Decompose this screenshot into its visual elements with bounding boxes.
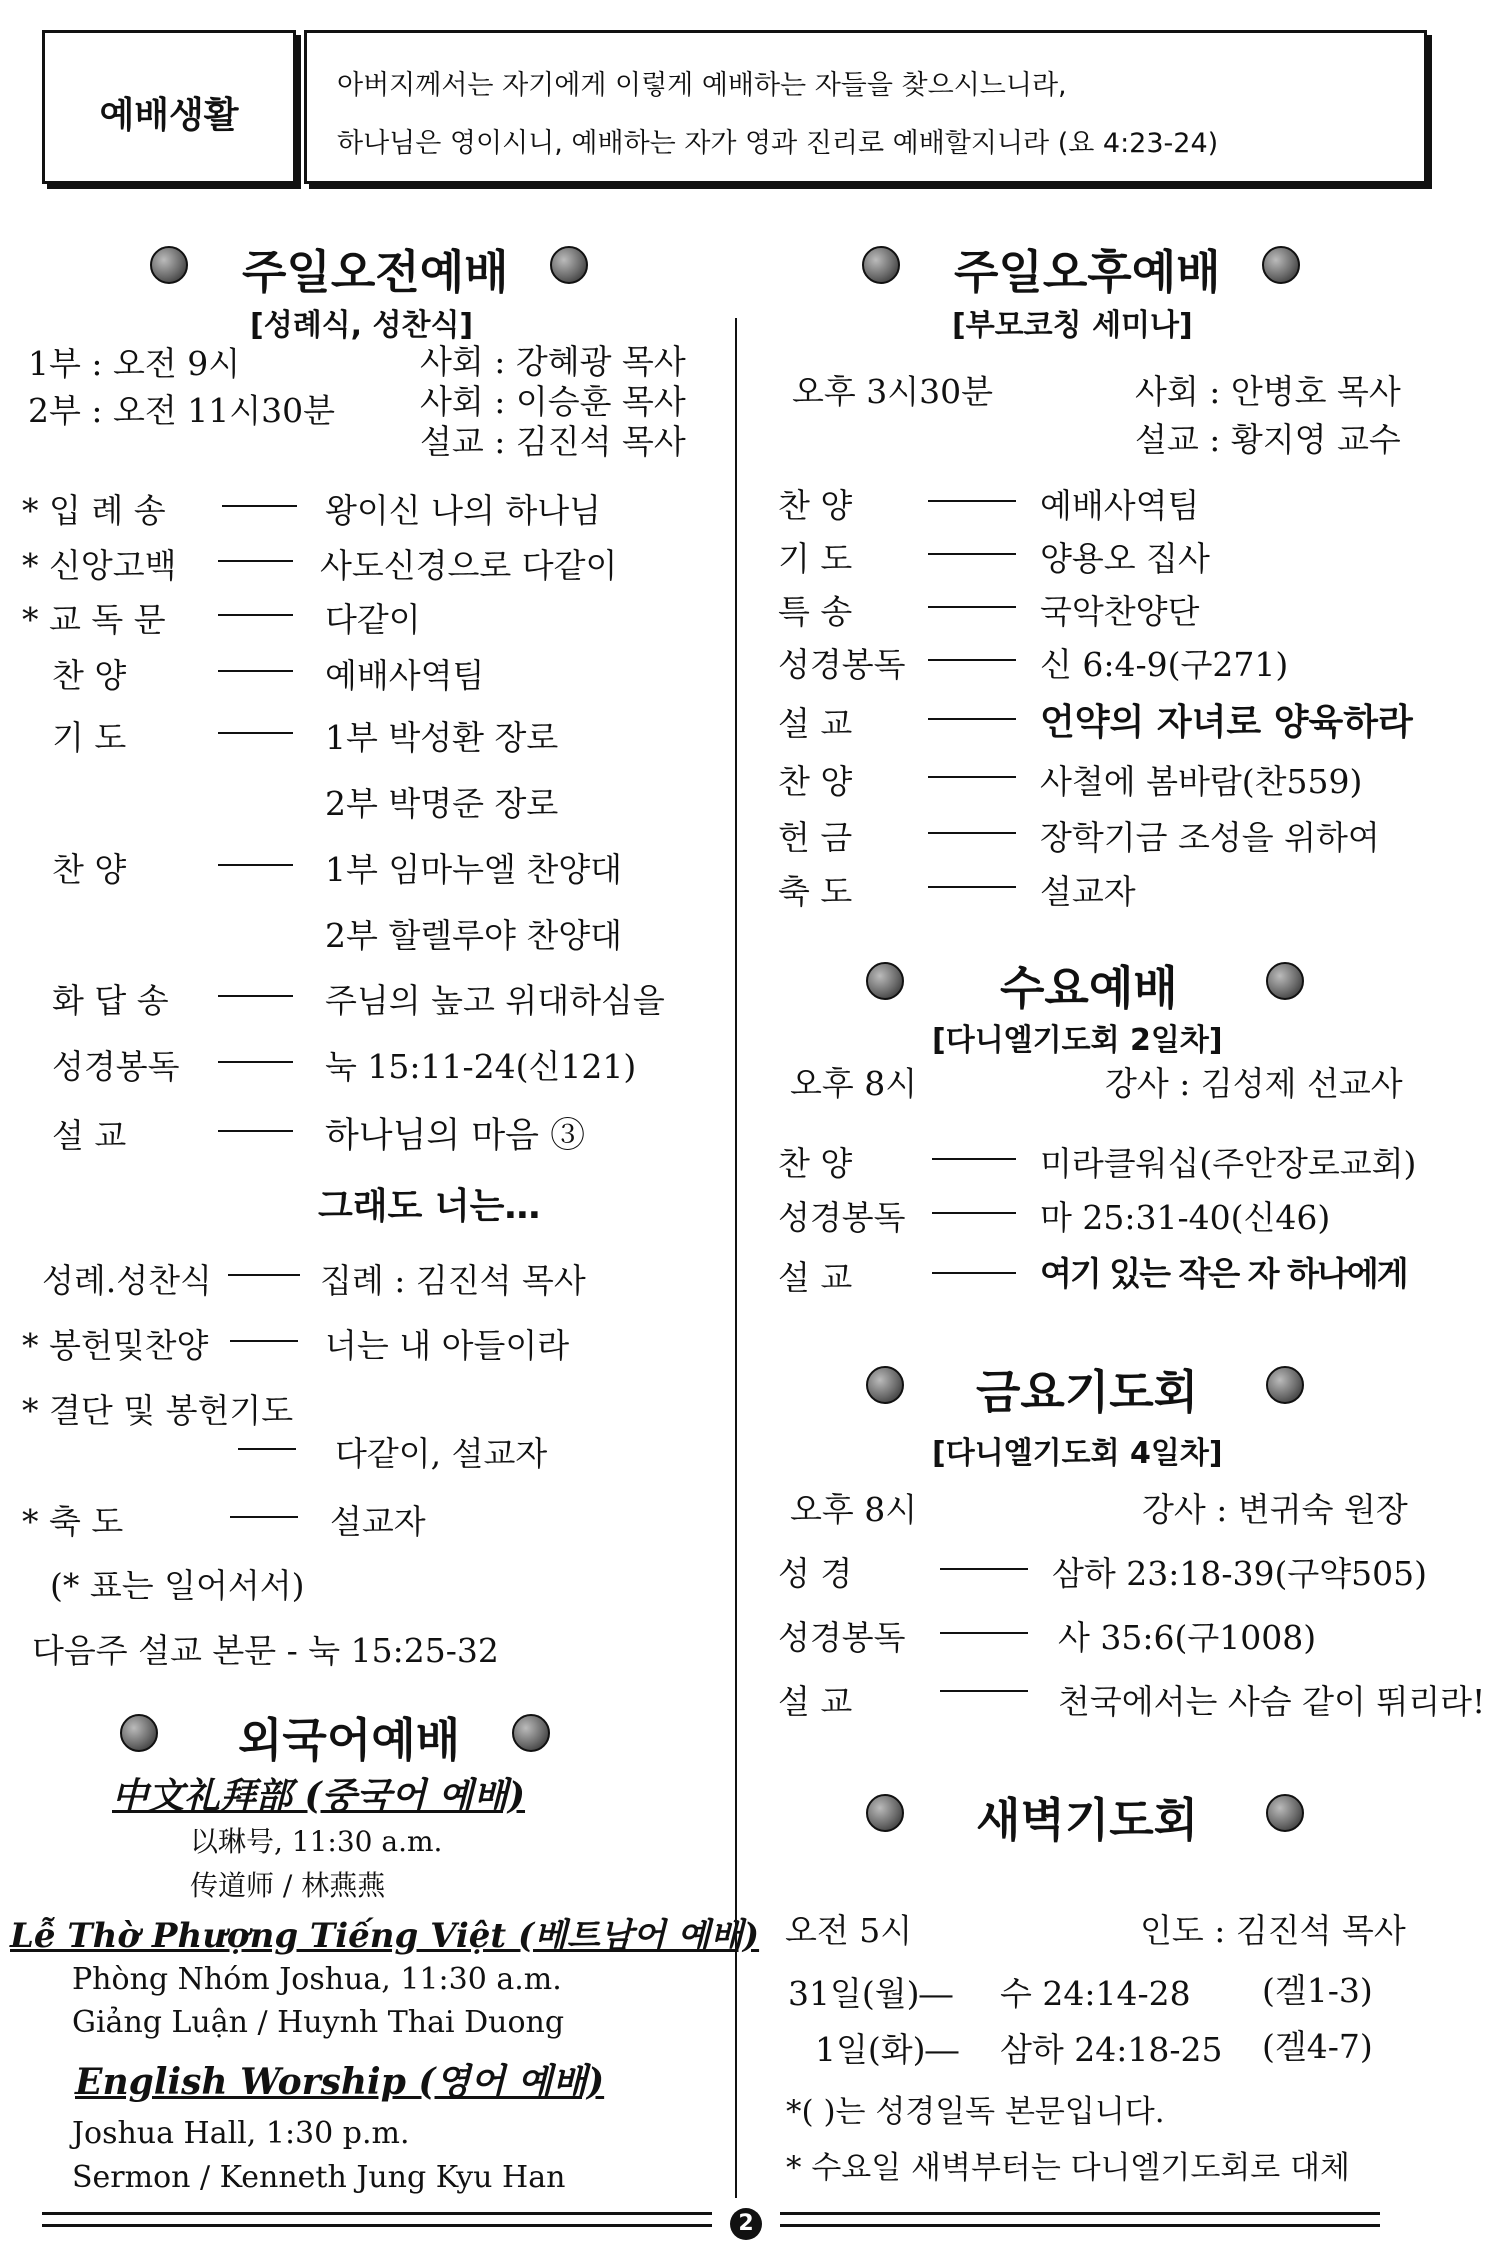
next-week-text: 다음주 설교 본문 - 눅 15:25-32 <box>32 1631 499 1670</box>
footer-rule-left <box>42 2224 712 2227</box>
section-label: 예배생활 <box>99 95 239 136</box>
bullet-icon <box>866 962 904 1000</box>
bullet-icon <box>1266 962 1304 1000</box>
foreign-heading <box>120 1700 560 1767</box>
sunday-pm-preacher: 설교 : 황지영 교수 <box>1135 420 1401 459</box>
order-label: 성 경 <box>778 1554 853 1593</box>
bullet-icon <box>1266 1794 1304 1832</box>
leader-line <box>228 1274 300 1276</box>
vietnamese-line-2: Giảng Luận / Huynh Thai Duong <box>72 2005 565 2040</box>
dawn-row2-ref: 삼하 24:18-25 <box>1000 2030 1223 2069</box>
bullet-icon <box>1262 246 1300 284</box>
order-label: 성경봉독 <box>778 645 906 684</box>
dawn-time: 오전 5시 <box>785 1911 913 1950</box>
order-value: 사철에 봄바람(찬559) <box>1040 762 1363 801</box>
leader-line <box>940 1568 1028 1570</box>
chinese-line-2: 传道师 / 林燕燕 <box>190 1869 386 1902</box>
standing-note: (* 표는 일어서서) <box>50 1566 305 1605</box>
dawn-note-2: * 수요일 새벽부터는 다니엘기도회로 대체 <box>786 2150 1350 2186</box>
bullet-icon <box>120 1714 158 1752</box>
order-value: 국악찬양단 <box>1040 592 1200 631</box>
order-label: * 결단 및 봉헌기도 <box>22 1391 294 1430</box>
leader-line <box>928 886 1016 888</box>
order-label: 설 교 <box>778 704 853 743</box>
verse-line-2: 하나님은 영이시니, 예배하는 자가 영과 진리로 예배할지니라 (요 4:23-24) <box>337 128 1219 159</box>
dawn-row1-extra: (겔1-3) <box>1262 1971 1373 2010</box>
order-label: 헌 금 <box>778 818 853 857</box>
sunday-am-heading <box>150 232 600 299</box>
bullet-icon <box>866 1794 904 1832</box>
leader-line <box>932 1272 1016 1274</box>
sunday-pm-subtitle: [부모코칭 세미나] <box>952 308 1193 343</box>
order-label: 화 답 송 <box>52 981 169 1020</box>
vietnamese-worship-title: Lễ Thờ Phượng Tiếng Việt (베트남어 예배) <box>10 1916 760 1956</box>
dawn-heading <box>866 1780 1316 1847</box>
order-value: 1부 임마누엘 찬양대 <box>325 850 622 889</box>
host-2: 사회 : 이승훈 목사 <box>420 382 686 421</box>
foreign-title: 외국어예배 <box>238 1713 461 1767</box>
leader-line <box>940 1690 1028 1692</box>
friday-time: 오후 8시 <box>790 1490 918 1529</box>
order-value: 주님의 높고 위대하심을 <box>325 981 665 1020</box>
friday-subtitle: [다니엘기도회 4일차] <box>932 1436 1223 1471</box>
order-label: 찬 양 <box>778 486 853 525</box>
order-value: 눅 15:11-24(신121) <box>325 1047 637 1086</box>
leader-line <box>928 718 1016 720</box>
order-value: 사도신경으로 다같이 <box>320 546 618 585</box>
order-value: 미라클워십(주안장로교회) <box>1040 1144 1417 1183</box>
leader-line <box>218 864 293 866</box>
order-label: * 교 독 문 <box>22 600 166 639</box>
dawn-row1-ref: 수 24:14-28 <box>1000 1974 1191 2013</box>
vietnamese-line-1: Phòng Nhóm Joshua, 11:30 a.m. <box>72 1962 562 1997</box>
order-label: 찬 양 <box>52 656 127 695</box>
sunday-pm-host: 사회 : 안병호 목사 <box>1135 372 1401 411</box>
bullet-icon <box>862 246 900 284</box>
leader-line <box>932 1158 1016 1160</box>
page-number: 2 <box>730 2208 762 2240</box>
dawn-note-1: *( )는 성경일독 본문입니다. <box>786 2094 1165 2130</box>
sunday-pm-heading <box>862 232 1314 299</box>
leader-line <box>230 1516 298 1518</box>
dawn-leader: 인도 : 김진석 목사 <box>1140 1911 1406 1950</box>
dawn-row2-extra: (겔4-7) <box>1262 2027 1373 2066</box>
service-2-time: 2부 : 오전 11시30분 <box>28 391 335 430</box>
order-value: 설교자 <box>330 1502 426 1541</box>
leader-line <box>218 1130 293 1132</box>
pm-sermon-title: 언약의 자녀로 양육하라 <box>1040 702 1413 743</box>
order-label: * 신앙고백 <box>22 546 177 585</box>
wed-sermon-title: 여기 있는 작은 자 하나에게 <box>1040 1254 1407 1293</box>
leader-line <box>218 560 293 562</box>
english-line-2: Sermon / Kenneth Jung Kyu Han <box>72 2160 566 2195</box>
order-label: 설 교 <box>778 1258 853 1297</box>
verse-line-1: 아버지께서는 자기에게 이렇게 예배하는 자들을 찾으시느니라, <box>337 70 1067 101</box>
bullet-icon <box>866 1366 904 1404</box>
order-value-2: 2부 할렐루야 찬양대 <box>325 916 622 955</box>
bullet-icon <box>550 246 588 284</box>
order-label: 성경봉독 <box>778 1198 906 1237</box>
order-label: 기 도 <box>52 718 127 757</box>
host-1: 사회 : 강혜광 목사 <box>420 342 686 381</box>
footer-rule-right <box>780 2224 1380 2227</box>
order-value-2: 2부 박명준 장로 <box>325 784 559 823</box>
english-line-1: Joshua Hall, 1:30 p.m. <box>72 2116 410 2151</box>
leader-line <box>928 659 1016 661</box>
bullet-icon <box>512 1714 550 1752</box>
order-value: 양용오 집사 <box>1040 539 1210 578</box>
chinese-worship-title: 中文礼拜部 (중국어 예배) <box>112 1775 526 1817</box>
order-value: 마 25:31-40(신46) <box>1040 1198 1331 1237</box>
leader-line <box>218 670 293 672</box>
footer-rule-right <box>780 2212 1380 2215</box>
leader-line <box>218 732 293 734</box>
footer-rule-left <box>42 2212 712 2215</box>
sermon-title: 하나님의 마음 ③ <box>325 1116 586 1156</box>
order-label: 기 도 <box>778 539 853 578</box>
order-value: 장학기금 조성을 위하여 <box>1040 818 1380 857</box>
order-value: 다같이 <box>325 600 421 639</box>
order-value: 예배사역팀 <box>1040 486 1200 525</box>
sunday-am-title: 주일오전예배 <box>242 245 509 299</box>
order-label: * 축 도 <box>22 1502 124 1541</box>
friday-heading <box>866 1352 1316 1419</box>
dawn-row2-day: 1일(화)― <box>815 2030 959 2069</box>
leader-line <box>238 1448 296 1450</box>
chinese-line-1: 以琳号, 11:30 a.m. <box>190 1825 443 1858</box>
service-1-time: 1부 : 오전 9시 <box>28 344 241 383</box>
order-value: 1부 박성환 장로 <box>325 718 559 757</box>
wednesday-time: 오후 8시 <box>790 1064 918 1103</box>
order-label: 설 교 <box>778 1682 853 1721</box>
wednesday-heading <box>866 948 1316 1015</box>
bullet-icon <box>150 246 188 284</box>
order-value: 삼하 23:18-39(구약505) <box>1052 1554 1427 1593</box>
order-value: 천국에서는 사슴 같이 뛰리라! <box>1058 1682 1485 1721</box>
leader-line <box>928 553 1016 555</box>
order-label: 찬 양 <box>778 762 853 801</box>
leader-line <box>928 606 1016 608</box>
wednesday-speaker: 강사 : 김성제 선교사 <box>1105 1064 1403 1103</box>
order-value: 왕이신 나의 하나님 <box>325 491 602 530</box>
order-label: 특 송 <box>778 592 853 631</box>
leader-line <box>218 1061 293 1063</box>
order-label: * 입 례 송 <box>22 491 166 530</box>
friday-title: 금요기도회 <box>976 1365 1199 1419</box>
leader-line <box>940 1632 1028 1634</box>
order-value: 예배사역팀 <box>325 656 485 695</box>
order-value: 신 6:4-9(구271) <box>1040 645 1289 684</box>
dawn-title: 새벽기도회 <box>976 1793 1199 1847</box>
wednesday-subtitle: [다니엘기도회 2일차] <box>932 1023 1223 1058</box>
leader-line <box>928 500 1016 502</box>
order-label: 설 교 <box>52 1116 127 1155</box>
preacher: 설교 : 김진석 목사 <box>420 422 686 461</box>
leader-line <box>932 1212 1016 1214</box>
leader-line <box>222 505 297 507</box>
wednesday-title: 수요예배 <box>1000 961 1178 1015</box>
order-label: 성경봉독 <box>778 1618 906 1657</box>
order-label: 성례.성찬식 <box>42 1261 212 1300</box>
order-value: 집례 : 김진석 목사 <box>320 1261 586 1300</box>
order-value: 너는 내 아들이라 <box>325 1326 570 1365</box>
order-label: 성경봉독 <box>52 1047 180 1086</box>
english-worship-title: English Worship (영어 예배) <box>75 2061 605 2103</box>
leader-line <box>218 614 293 616</box>
order-value: 사 35:6(구1008) <box>1058 1618 1317 1657</box>
order-value: 다같이, 설교자 <box>335 1434 548 1473</box>
leader-line <box>218 995 293 997</box>
leader-line <box>230 1340 298 1342</box>
sunday-pm-time: 오후 3시30분 <box>792 372 993 411</box>
sunday-pm-title: 주일오후예배 <box>954 245 1221 299</box>
leader-line <box>928 832 1016 834</box>
sermon-subtitle: 그래도 너는… <box>318 1186 541 1227</box>
sunday-am-subtitle: [성례식, 성찬식] <box>250 308 474 343</box>
order-label: 찬 양 <box>52 850 127 889</box>
friday-speaker: 강사 : 변귀숙 원장 <box>1142 1490 1408 1529</box>
order-label: 찬 양 <box>778 1144 853 1183</box>
order-value: 설교자 <box>1040 872 1136 911</box>
order-label: 축 도 <box>778 872 853 911</box>
verse-box <box>304 30 1427 184</box>
section-label-box <box>42 30 296 184</box>
leader-line <box>928 776 1016 778</box>
bullet-icon <box>1266 1366 1304 1404</box>
dawn-row1-day: 31일(월)― <box>788 1974 953 2013</box>
order-label: * 봉헌및찬양 <box>22 1326 209 1365</box>
